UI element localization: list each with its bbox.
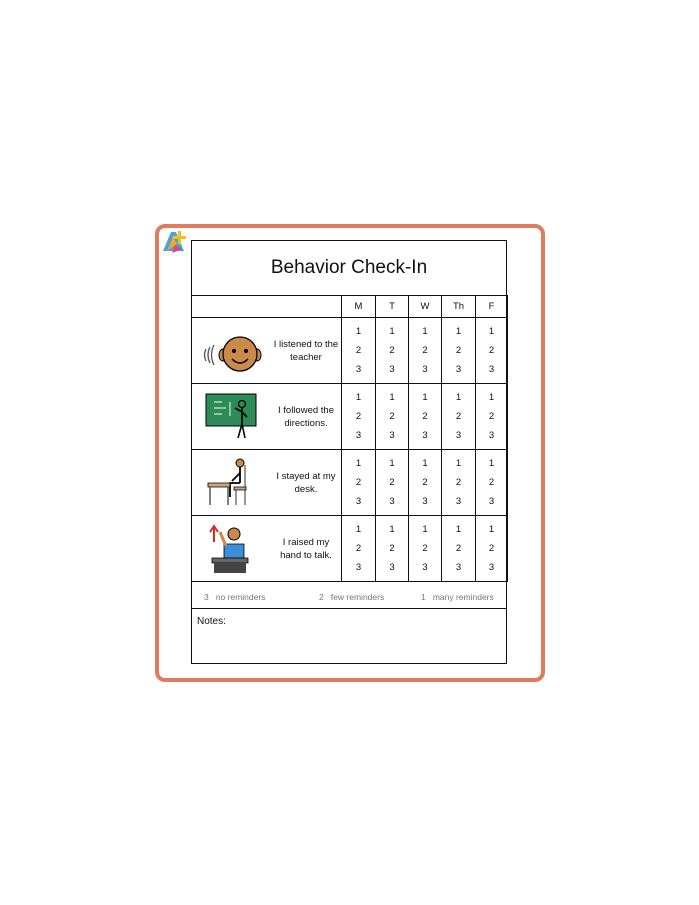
rating-cell <box>342 516 376 582</box>
rating-2: 2 <box>355 411 362 422</box>
behavior-cell <box>192 384 342 450</box>
rating-1: 1 <box>422 392 428 403</box>
rating-2: 2 <box>455 411 462 422</box>
rating-3: 3 <box>488 562 495 573</box>
rating-2: 2 <box>389 477 395 488</box>
rating-cell <box>376 450 409 516</box>
rating-3: 3 <box>355 562 362 573</box>
day-header: M <box>342 296 376 318</box>
legend-number: 1 <box>421 592 426 602</box>
legend-item <box>204 592 265 602</box>
rating-1: 1 <box>488 458 495 469</box>
rating-1: 1 <box>389 458 395 469</box>
table-row <box>192 450 508 516</box>
legend-number: 3 <box>204 592 209 602</box>
rating-1: 1 <box>455 524 462 535</box>
rating-2: 2 <box>422 543 428 554</box>
listening-face-icon <box>200 329 264 373</box>
rating-1: 1 <box>488 326 495 337</box>
behavior-cell <box>192 450 342 516</box>
rating-1: 1 <box>355 458 362 469</box>
day-header: F <box>476 296 508 318</box>
legend-item <box>421 592 494 602</box>
behavior-cell <box>192 516 342 582</box>
rating-1: 1 <box>455 326 462 337</box>
rating-cell <box>442 384 476 450</box>
rating-3: 3 <box>488 496 495 507</box>
behavior-header-cell <box>192 296 342 318</box>
rating-3: 3 <box>389 562 395 573</box>
sitting-at-desk-icon <box>200 455 264 511</box>
rating-2: 2 <box>488 345 495 356</box>
rating-3: 3 <box>422 430 428 441</box>
legend-text: few reminders <box>330 592 385 602</box>
rating-2: 2 <box>355 543 362 554</box>
rating-2: 2 <box>488 411 495 422</box>
rating-cell <box>442 318 476 384</box>
rating-1: 1 <box>355 524 362 535</box>
behavior-label: I listened to the teacher <box>273 338 339 363</box>
rating-3: 3 <box>389 364 395 375</box>
rating-2: 2 <box>389 411 395 422</box>
legend-number: 2 <box>319 592 324 602</box>
rating-3: 3 <box>355 364 362 375</box>
day-header: Th <box>442 296 476 318</box>
rating-1: 1 <box>355 392 362 403</box>
rating-1: 1 <box>355 326 362 337</box>
table-row <box>192 384 508 450</box>
rating-legend <box>192 584 506 609</box>
rating-2: 2 <box>355 345 362 356</box>
rating-cell <box>409 384 442 450</box>
rating-cell <box>476 450 508 516</box>
rating-1: 1 <box>422 524 428 535</box>
rating-1: 1 <box>389 524 395 535</box>
rating-cell <box>342 450 376 516</box>
rating-1: 1 <box>422 458 428 469</box>
rating-2: 2 <box>488 477 495 488</box>
rating-1: 1 <box>389 392 395 403</box>
table-header-row <box>192 296 508 318</box>
rating-2: 2 <box>455 543 462 554</box>
rating-3: 3 <box>422 562 428 573</box>
day-header: T <box>376 296 409 318</box>
rating-2: 2 <box>355 477 362 488</box>
app-logo-icon <box>160 229 188 255</box>
rating-2: 2 <box>422 411 428 422</box>
rating-3: 3 <box>355 430 362 441</box>
rating-1: 1 <box>455 458 462 469</box>
rating-2: 2 <box>422 477 428 488</box>
rating-3: 3 <box>455 364 462 375</box>
behavior-table <box>191 295 508 582</box>
rating-3: 3 <box>389 496 395 507</box>
rating-3: 3 <box>422 496 428 507</box>
sheet-title: Behavior Check-In <box>270 257 428 278</box>
rating-cell <box>442 516 476 582</box>
rating-cell <box>376 384 409 450</box>
behavior-label: I raised my hand to talk. <box>280 536 332 561</box>
rating-1: 1 <box>488 392 495 403</box>
rating-1: 1 <box>488 524 495 535</box>
behavior-label: I stayed at my desk. <box>276 470 336 495</box>
rating-cell <box>409 450 442 516</box>
rating-2: 2 <box>455 477 462 488</box>
rating-cell <box>442 450 476 516</box>
rating-3: 3 <box>355 496 362 507</box>
rating-3: 3 <box>455 496 462 507</box>
rating-1: 1 <box>422 326 428 337</box>
rating-2: 2 <box>389 543 395 554</box>
behavior-sheet <box>191 240 507 664</box>
rating-cell <box>376 516 409 582</box>
raise-hand-icon <box>200 522 264 576</box>
follow-directions-icon <box>200 390 264 444</box>
rating-3: 3 <box>389 430 395 441</box>
day-header: W <box>409 296 442 318</box>
rating-3: 3 <box>455 562 462 573</box>
rating-1: 1 <box>455 392 462 403</box>
rating-1: 1 <box>389 326 395 337</box>
rating-3: 3 <box>422 364 428 375</box>
behavior-cell <box>192 318 342 384</box>
rating-cell <box>342 318 376 384</box>
rating-cell <box>409 516 442 582</box>
rating-cell <box>476 318 508 384</box>
legend-text: no reminders <box>215 592 266 602</box>
rating-2: 2 <box>389 345 395 356</box>
rating-3: 3 <box>455 430 462 441</box>
legend-item <box>319 592 384 602</box>
rating-cell <box>476 384 508 450</box>
table-row <box>192 318 508 384</box>
rating-2: 2 <box>488 543 495 554</box>
notes-label: Notes: <box>197 616 226 627</box>
rating-cell <box>409 318 442 384</box>
rating-3: 3 <box>488 430 495 441</box>
behavior-label: I followed the directions. <box>278 404 334 429</box>
legend-text: many reminders <box>432 592 494 602</box>
rating-2: 2 <box>422 345 428 356</box>
table-row <box>192 516 508 582</box>
rating-cell <box>476 516 508 582</box>
rating-2: 2 <box>455 345 462 356</box>
rating-cell <box>342 384 376 450</box>
rating-cell <box>376 318 409 384</box>
rating-3: 3 <box>488 364 495 375</box>
